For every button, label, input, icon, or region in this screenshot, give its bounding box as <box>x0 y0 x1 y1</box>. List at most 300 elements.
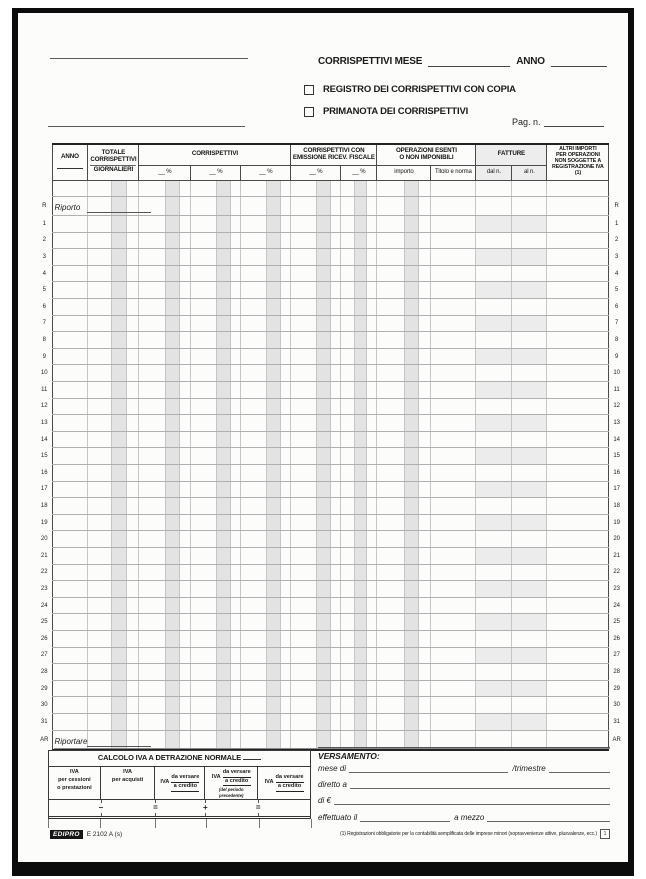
grid-cell <box>341 564 355 581</box>
versamento-field-importo: di € <box>318 795 610 805</box>
col-percent: __ % <box>291 165 341 180</box>
grid-cell <box>180 348 191 365</box>
row-number: 19 <box>40 519 48 526</box>
grid-cell <box>217 581 231 598</box>
grid-cell <box>476 197 512 216</box>
grid-cell <box>512 180 547 197</box>
grid-cell <box>180 315 191 332</box>
grid-cell <box>291 481 317 498</box>
grid-cell <box>317 531 331 548</box>
grid-cell <box>231 332 241 349</box>
row-number: 3 <box>42 254 46 261</box>
grid-cell <box>341 630 355 647</box>
grid-cell <box>52 531 88 548</box>
grid-cell <box>139 697 166 714</box>
grid-cell <box>267 581 281 598</box>
grid-cell <box>281 680 291 697</box>
grid-cell <box>291 564 317 581</box>
grid-cell <box>166 180 180 197</box>
grid-cell <box>180 299 191 316</box>
grid-cell <box>377 415 405 432</box>
grid-cell <box>166 564 180 581</box>
grid-cell <box>291 431 317 448</box>
grid-cell <box>547 713 609 730</box>
grid-cell <box>377 581 405 598</box>
grid-cell <box>166 382 180 399</box>
grid-cell <box>419 531 431 548</box>
grid-cell <box>166 531 180 548</box>
grid-cell <box>191 365 217 382</box>
grid-cell <box>267 299 281 316</box>
grid-cell <box>405 431 419 448</box>
grid-cell <box>88 180 112 197</box>
corner-mark: 1 <box>600 829 610 839</box>
grid-cell <box>241 382 267 399</box>
grid-cell <box>547 547 609 564</box>
versamento-top-rule <box>318 747 610 748</box>
footnote-row <box>318 829 610 839</box>
grid-cell <box>341 581 355 598</box>
grid-cell <box>166 315 180 332</box>
grid-cell <box>139 481 166 498</box>
grid-cell <box>291 514 317 531</box>
grid-cell <box>367 498 377 515</box>
row-number: 10 <box>613 370 620 377</box>
grid-cell <box>317 448 331 465</box>
row-number: 8 <box>614 337 619 344</box>
grid-cell <box>291 614 317 631</box>
grid-cell <box>331 581 341 598</box>
grid-cell <box>267 647 281 664</box>
grid-cell <box>267 365 281 382</box>
grid-cell <box>281 415 291 432</box>
grid-cell <box>331 498 341 515</box>
grid-cell <box>281 713 291 730</box>
grid-cell <box>112 498 127 515</box>
grid-cell <box>512 481 547 498</box>
grid-cell <box>367 249 377 266</box>
grid-cell <box>547 564 609 581</box>
grid-cell <box>431 680 476 697</box>
calcolo-headers <box>49 767 310 800</box>
grid-cell <box>331 315 341 332</box>
grid-cell <box>231 581 241 598</box>
grid-cell <box>419 249 431 266</box>
grid-cell <box>476 481 512 498</box>
grid-cell <box>191 647 217 664</box>
grid-cell <box>355 315 367 332</box>
grid-cell <box>367 332 377 349</box>
grid-cell <box>88 431 112 448</box>
grid-cell <box>355 265 367 282</box>
grid-cell <box>88 315 112 332</box>
grid-cell <box>217 216 231 233</box>
grid-cell <box>367 348 377 365</box>
grid-cell <box>112 697 127 714</box>
grid-cell <box>127 630 139 647</box>
grid-cell <box>355 398 367 415</box>
grid-cell <box>112 265 127 282</box>
row-number: 9 <box>614 353 619 360</box>
grid-cell <box>355 332 367 349</box>
grid-cell <box>317 216 331 233</box>
grid-cell <box>291 282 317 299</box>
calcolo-operator: + <box>202 803 208 812</box>
grid-cell <box>281 249 291 266</box>
grid-cell <box>331 332 341 349</box>
grid-cell <box>431 664 476 681</box>
grid-cell <box>139 365 166 382</box>
grid-cell <box>431 315 476 332</box>
grid-cell <box>281 597 291 614</box>
grid-cell <box>231 282 241 299</box>
grid-cell <box>241 564 267 581</box>
grid-cell <box>127 664 139 681</box>
grid-cell <box>241 531 267 548</box>
grid-cell <box>341 481 355 498</box>
grid-cell <box>127 581 139 598</box>
row-number: 18 <box>40 502 48 509</box>
grid-cell <box>267 180 281 197</box>
col-operazioni: OPERAZIONI ESENTI O NON IMPONIBILI <box>377 144 476 165</box>
grid-cell <box>476 448 512 465</box>
grid-cell <box>267 664 281 681</box>
grid-cell <box>377 332 405 349</box>
grid-cell <box>166 697 180 714</box>
grid-cell <box>291 180 317 197</box>
grid-cell <box>476 465 512 482</box>
grid-cell <box>405 197 419 216</box>
grid-cell <box>88 547 112 564</box>
grid-cell <box>112 630 127 647</box>
grid-cell <box>88 630 112 647</box>
grid-cell <box>512 531 547 548</box>
grid-cell <box>419 382 431 399</box>
grid-cell <box>431 614 476 631</box>
grid-cell <box>341 597 355 614</box>
grid-cell <box>281 697 291 714</box>
grid-cell <box>88 415 112 432</box>
grid-cell <box>127 647 139 664</box>
grid-cell <box>431 398 476 415</box>
title-corrispettivi-mese: CORRISPETTIVI MESE <box>318 56 423 67</box>
grid-cell <box>367 265 377 282</box>
grid-cell <box>341 299 355 316</box>
grid-cell <box>88 713 112 730</box>
grid-cell <box>217 448 231 465</box>
grid-cell <box>88 348 112 365</box>
grid-cell <box>476 647 512 664</box>
grid-cell <box>127 465 139 482</box>
grid-cell <box>512 448 547 465</box>
row-number: 28 <box>40 668 48 675</box>
grid-cell <box>231 382 241 399</box>
grid-cell <box>377 216 405 233</box>
grid-cell <box>512 282 547 299</box>
grid-cell <box>180 382 191 399</box>
grid-cell <box>405 299 419 316</box>
grid-cell <box>241 197 267 216</box>
grid-cell <box>547 531 609 548</box>
grid-cell <box>317 481 331 498</box>
grid-cell <box>405 514 419 531</box>
grid-cell <box>231 315 241 332</box>
grid-cell <box>180 216 191 233</box>
grid-cell <box>166 614 180 631</box>
grid-cell <box>431 232 476 249</box>
grid-cell <box>547 614 609 631</box>
grid-cell <box>419 282 431 299</box>
grid-cell <box>88 448 112 465</box>
grid-cell <box>419 680 431 697</box>
grid-cell <box>88 531 112 548</box>
grid-cell <box>166 730 180 750</box>
row-number: 14 <box>613 436 620 443</box>
grid-cell <box>267 547 281 564</box>
grid-cell <box>367 431 377 448</box>
grid-cell <box>405 614 419 631</box>
grid-cell <box>231 697 241 714</box>
grid-cell <box>241 348 267 365</box>
grid-cell <box>127 680 139 697</box>
grid-cell <box>217 332 231 349</box>
grid-cell <box>166 630 180 647</box>
row-number: AR <box>612 736 621 743</box>
grid-cell <box>317 315 331 332</box>
grid-cell <box>52 332 88 349</box>
grid-cell <box>241 465 267 482</box>
grid-cell <box>341 265 355 282</box>
col-al-n: al n. <box>512 165 547 180</box>
grid-cell <box>291 249 317 266</box>
grid-cell <box>241 547 267 564</box>
grid-cell <box>267 431 281 448</box>
grid-cell <box>231 431 241 448</box>
grid-cell <box>139 232 166 249</box>
grid-cell <box>267 680 281 697</box>
grid-cell <box>341 614 355 631</box>
grid-cell <box>267 315 281 332</box>
grid-cell <box>267 697 281 714</box>
grid-cell <box>112 680 127 697</box>
grid-cell <box>281 398 291 415</box>
grid-cell <box>367 315 377 332</box>
option-registro-con-copia <box>304 84 516 95</box>
row-number: 9 <box>42 353 46 360</box>
grid-cell <box>88 382 112 399</box>
grid-cell <box>112 365 127 382</box>
grid-cell <box>88 564 112 581</box>
grid-cell <box>52 481 88 498</box>
grid-cell <box>419 664 431 681</box>
grid-cell <box>419 265 431 282</box>
grid-cell <box>127 713 139 730</box>
grid-cell <box>317 398 331 415</box>
grid-cell <box>355 713 367 730</box>
grid-cell <box>281 630 291 647</box>
grid-cell <box>377 680 405 697</box>
grid-cell <box>231 365 241 382</box>
grid-cell <box>139 531 166 548</box>
versamento-title: VERSAMENTO: <box>318 751 380 761</box>
grid-cell <box>139 332 166 349</box>
grid-cell <box>291 713 317 730</box>
grid-cell <box>317 547 331 564</box>
publisher-logo: EDIPRO <box>50 830 83 839</box>
grid-cell <box>217 697 231 714</box>
grid-cell <box>317 282 331 299</box>
grid-cell <box>281 448 291 465</box>
grid-cell <box>180 265 191 282</box>
row-number: R <box>614 203 619 210</box>
grid-cell <box>52 614 88 631</box>
grid-cell <box>476 614 512 631</box>
row-number: 31 <box>40 718 48 725</box>
grid-cell <box>405 348 419 365</box>
grid-cell <box>317 299 331 316</box>
grid-cell <box>331 547 341 564</box>
grid-cell <box>139 730 166 750</box>
grid-cell <box>52 348 88 365</box>
grid-cell <box>367 299 377 316</box>
grid-cell <box>231 564 241 581</box>
grid-cell <box>112 299 127 316</box>
grid-cell <box>405 630 419 647</box>
grid-cell <box>231 299 241 316</box>
grid-cell <box>547 216 609 233</box>
grid-cell <box>317 664 331 681</box>
grid-cell <box>127 315 139 332</box>
grid-cell <box>291 630 317 647</box>
grid-cell <box>367 647 377 664</box>
grid-cell <box>512 581 547 598</box>
grid-cell <box>139 282 166 299</box>
grid-cell <box>241 299 267 316</box>
grid-cell <box>180 180 191 197</box>
grid-cell <box>52 415 88 432</box>
grid-cell <box>512 265 547 282</box>
grid-cell <box>476 282 512 299</box>
grid-cell <box>267 630 281 647</box>
grid-cell <box>367 614 377 631</box>
grid-cell <box>367 382 377 399</box>
grid-cell <box>431 282 476 299</box>
grid-cell <box>419 697 431 714</box>
grid-cell <box>127 564 139 581</box>
grid-cell <box>112 216 127 233</box>
grid-cell <box>112 531 127 548</box>
grid-cell <box>127 382 139 399</box>
grid-cell <box>419 581 431 598</box>
row-number: 13 <box>40 420 48 427</box>
grid-cell <box>476 398 512 415</box>
grid-cell <box>341 197 355 216</box>
grid-cell <box>331 514 341 531</box>
grid-cell <box>377 614 405 631</box>
row-number: 7 <box>614 320 619 327</box>
calcolo-title-line <box>243 753 261 760</box>
grid-cell <box>419 448 431 465</box>
grid-cell <box>281 647 291 664</box>
grid-cell <box>291 365 317 382</box>
row-number: 29 <box>40 685 48 692</box>
grid-cell <box>405 365 419 382</box>
grid-cell <box>139 498 166 515</box>
write-in-line <box>350 779 610 789</box>
grid-cell <box>419 431 431 448</box>
grid-cell <box>52 713 88 730</box>
grid-cell <box>281 365 291 382</box>
grid-cell <box>112 647 127 664</box>
grid-cell <box>52 299 88 316</box>
row-number: 6 <box>42 303 46 310</box>
grid-cell <box>355 348 367 365</box>
grid-cell <box>52 581 88 598</box>
grid-cell <box>191 265 217 282</box>
row-number: 23 <box>40 585 48 592</box>
grid-cell <box>180 365 191 382</box>
grid-cell <box>317 647 331 664</box>
grid-cell <box>547 465 609 482</box>
grid-cell <box>241 630 267 647</box>
grid-cell <box>367 581 377 598</box>
grid-cell <box>241 730 267 750</box>
grid-cell <box>547 282 609 299</box>
grid-cell <box>231 265 241 282</box>
grid-cell <box>241 398 267 415</box>
grid-cell <box>112 465 127 482</box>
grid-cell <box>476 547 512 564</box>
grid-cell <box>341 448 355 465</box>
row-number: 2 <box>614 237 619 244</box>
grid-cell <box>231 713 241 730</box>
grid-cell <box>241 697 267 714</box>
grid-cell <box>217 597 231 614</box>
pag-write-in-line <box>544 116 604 127</box>
grid-cell <box>419 630 431 647</box>
grid-cell <box>281 180 291 197</box>
grid-cell <box>52 547 88 564</box>
grid-cell <box>405 398 419 415</box>
grid-cell <box>267 514 281 531</box>
grid-cell <box>367 465 377 482</box>
grid-cell <box>180 498 191 515</box>
grid-cell <box>431 249 476 266</box>
gutter <box>609 144 624 180</box>
grid-cell <box>512 713 547 730</box>
grid-cell <box>166 481 180 498</box>
grid-cell <box>112 564 127 581</box>
register-grid <box>37 143 624 751</box>
grid-cell <box>231 465 241 482</box>
form-title-row <box>318 56 607 67</box>
grid-cell <box>512 415 547 432</box>
grid-cell <box>241 216 267 233</box>
grid-cell <box>317 265 331 282</box>
grid-cell <box>317 180 331 197</box>
register-table <box>37 143 624 751</box>
grid-cell <box>317 249 331 266</box>
grid-cell <box>377 197 405 216</box>
grid-cell <box>267 249 281 266</box>
grid-cell <box>139 348 166 365</box>
grid-cell <box>281 481 291 498</box>
grid-cell <box>317 332 331 349</box>
grid-cell <box>317 597 331 614</box>
grid-cell <box>52 365 88 382</box>
grid-cell <box>367 564 377 581</box>
grid-cell <box>180 232 191 249</box>
